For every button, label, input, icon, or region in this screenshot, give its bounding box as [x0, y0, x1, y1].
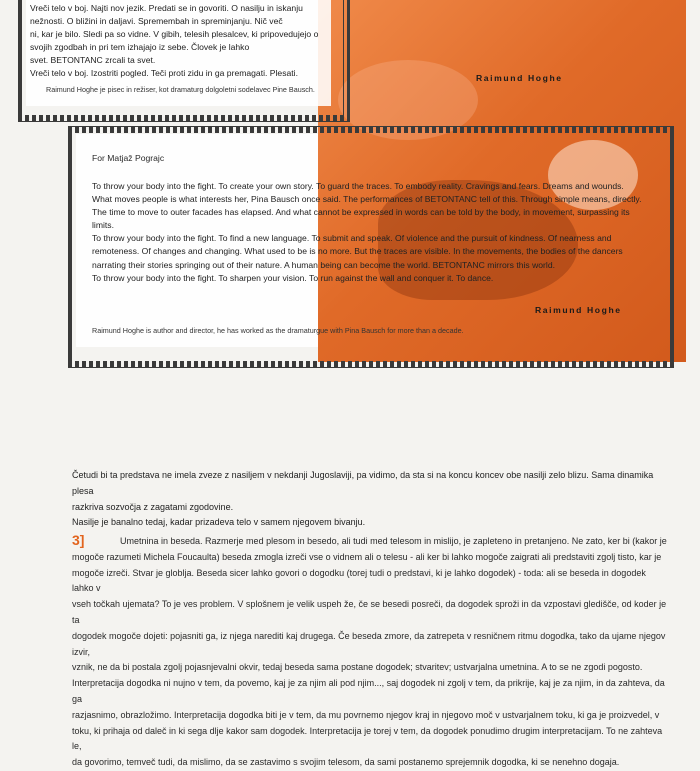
slovenian-line: Vreči telo v boj. Izostriti pogled. Teči proti zidu in ga premagati. Plesati. — [30, 68, 298, 79]
body-paragraph — [72, 468, 662, 531]
section-line: mogoče izreči. Stvar je globlja. Beseda sicer lahko govori o dogodku (torej tudi o predstavi, ki je lahko dogodek) - toda: ali se beseda in dogodek lahko v — [72, 567, 646, 594]
slovenian-line: Vreči telo v boj. Najti nov jezik. Predati se in govoriti. O nasilju in iskanju nežnosti. O bližini in daljavi. Spremembah in spreminjanju. Nič več — [30, 3, 303, 27]
english-line: narrating their stories springing out of their nature. A human being can become the world. BETONTANC mirrors this world. — [92, 259, 555, 270]
section-line: razjasnimo, obrazložimo. Interpretacija dogodka biti je v tem, da mu povrnemo njegov kraj in njegovo moč v ustvarjalnem toku, ki ga je proizvedel, v — [72, 709, 660, 720]
english-line: The time to move to outer facades has elapsed. And what cannot be expressed in words can be told by the body, in movement, surpassing its — [92, 207, 630, 218]
section-line: toku, ki prihaja od daleč in ki sega dlje kakor sam dogodek. Interpretacija je torej v tem, da dogodek ponudimo drugim interpretacijam. To ne zahteva le, — [72, 725, 663, 752]
section-text — [72, 534, 668, 771]
section-line: vznik, ne da bi postala zgolj pojasnjevalni okvir, tedaj beseda sama postane dogodek; stvaritev; ustvarjalna umetnina. A to se ne zgodi pogosto. — [72, 662, 643, 673]
english-line: To throw your body into the fight. To create your own story. To guard the traces. To embody reality. Cravings and fears. Dreams and wounds. — [92, 181, 624, 191]
english-line: What moves people is what interests her, Pina Bausch once said. The performances of BETONTANC tell of this. Through simple means, directly. — [92, 194, 642, 205]
slovenian-line: ni, kar je bilo. Sledi pa so vidne. V gibih, telesih plesalcev, ki pripovedujejo o svojih zgodbah in pri tem izhajajo iz sebe. Človek je lahko — [30, 29, 319, 53]
english-line: To throw your body into the fight. To sharpen your vision. To run against the wall and conquer it. To dance. — [92, 272, 494, 283]
body-line: Nasilje je banalno tedaj, kadar prizadeva telo v samem njegovem bivanju. — [72, 517, 366, 528]
author-signature: Raimund Hoghe — [476, 73, 563, 83]
slovenian-text — [30, 2, 330, 81]
section-line: Umetnina in beseda. Razmerje med plesom in besedo, ali tudi med telesom in mislijo, je zapleteno in pretanjeno. Ne zato, ker bi (kakor je — [120, 536, 667, 546]
section-line: Interpretacija dogodka ni nujno v tem, da povemo, kaj je za njim ali pod njim..., saj dogodek ni zgolj v tem, da prikrije, kaj je za njim, in da zahteva, da ga — [72, 678, 665, 704]
author-signature: Raimund Hoghe — [535, 305, 622, 315]
english-line: To throw your body into the fight. To find a new language. To submit and speak. Of violence and the pursuit of kindness. Of nearness and — [92, 233, 612, 244]
section-line: dogodek mogoče dojeti: pojasniti ga, iz njega narediti kaj drugega. Če beseda zmore, da zatrepeta v resničnem ritmu dogodka, tako da ujame njegov izvir, — [72, 630, 666, 657]
body-line: Četudi bi ta predstava ne imela zveze z nasiljem v nekdanji Jugoslaviji, pa vidimo, da sta si na koncu koncev obe nasilji zelo blizu. Sama dinamika plesa — [72, 470, 654, 496]
section-number: 3] — [72, 532, 85, 548]
author-note: Raimund Hoghe je pisec in režiser, kot dramaturg dolgoletni sodelavec Pine Bausch. — [46, 85, 315, 94]
section-line: mogoče razumeti Michela Foucaulta) beseda zmogla izreči vse o vidnem ali o telesu - ali ker bi lahko mogoče zaigrati ali predstaviti zgolj tisto, kar je — [72, 551, 662, 562]
author-note: Raimund Hoghe is author and director, he has worked as the dramaturgue with Pina Bausch for more than a decade. — [92, 326, 464, 335]
body-line: razkriva sozvočja z zagatami zgodovine. — [72, 501, 234, 512]
english-line: remoteness. Of changes and changing. What used to be is no more. But the traces are visible. In the movements, the bodies of the dancers — [92, 246, 623, 257]
section-line: vseh točkah ujemata? To je ves problem. V splošnem je velik uspeh že, če se besedi posreči, da dogodek sproži in da vzpostavi gledišče, od koder je ta — [72, 599, 667, 625]
slovenian-line: svet. BETONTANC zrcali ta svet. — [30, 55, 156, 66]
section-line: da govorimo, temveč tudi, da mislimo, da se zastavimo s svojim telesom, da sami postanemo sprejemnik dogodka, ki se nenehno dogaja. — [72, 757, 620, 768]
dedication: For Matjaž Pograjc — [92, 153, 165, 163]
english-text — [92, 180, 652, 285]
english-line: limits. — [92, 220, 114, 231]
